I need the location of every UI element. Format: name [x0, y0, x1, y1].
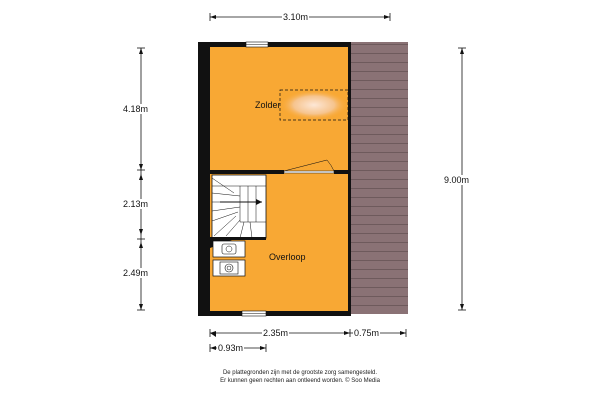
- stairs-icon: [212, 175, 266, 238]
- left-wall: [198, 42, 210, 316]
- room-label-overloop: Overloop: [269, 252, 306, 262]
- right-wall: [348, 42, 351, 316]
- dim-label-bottom-roof: 0.75m: [354, 328, 380, 338]
- dim-label-top-width: 3.10m: [283, 12, 309, 22]
- bottom-wall: [198, 311, 350, 316]
- dim-label-bottom-small: 0.93m: [218, 343, 244, 353]
- dim-label-right-total: 9.00m: [444, 175, 470, 185]
- dim-label-bottom-main: 2.35m: [263, 328, 289, 338]
- dim-label-left-bottom: 2.49m: [123, 268, 149, 278]
- dim-label-left-middle: 2.13m: [123, 199, 149, 209]
- room-label-zolder: Zolder: [255, 100, 281, 110]
- partition-wall-right: [334, 170, 350, 174]
- disclaimer-line-1: De plattegronden zijn met de grootste zorg samengesteld.: [222, 370, 378, 376]
- partition-wall-left: [210, 170, 284, 174]
- skylight-icon: [280, 90, 348, 120]
- boiler-icon: [213, 260, 245, 276]
- roof-section: [350, 42, 408, 314]
- washing-machine-icon: [213, 241, 245, 257]
- disclaimer-line-2: Er kunnen geen rechten aan ontleend worden. © Soo Media: [220, 378, 380, 384]
- dim-label-left-top: 4.18m: [123, 104, 149, 114]
- top-wall: [198, 42, 350, 47]
